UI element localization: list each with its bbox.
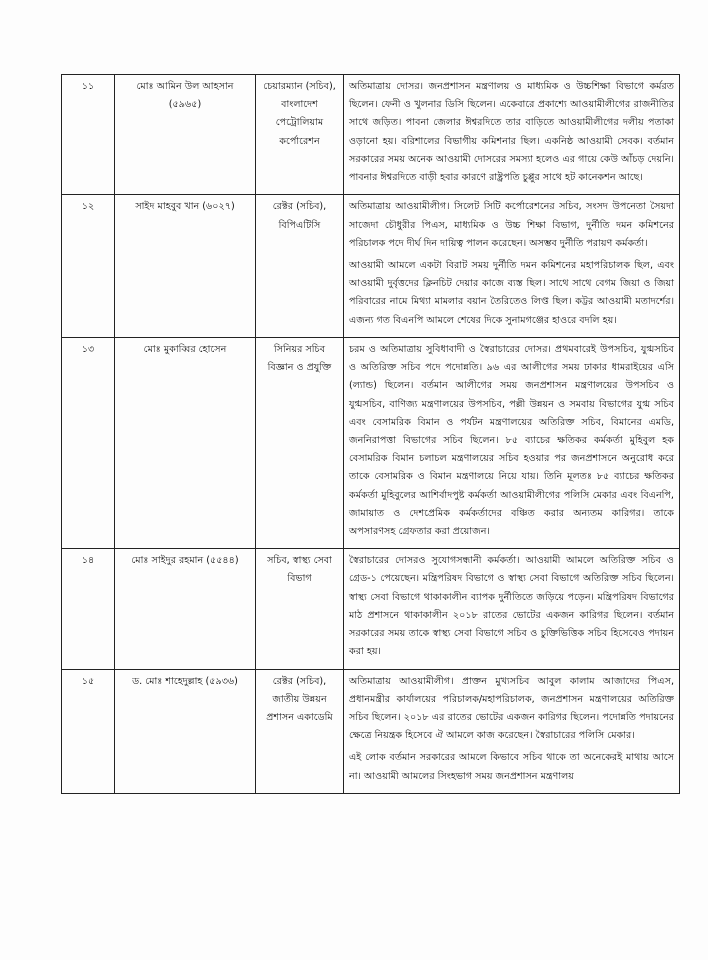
remarks-paragraph: এই লোক বর্তমান সরকারের আমলে কিভাবে সচিব থাকে তা অনেকেরই মাথায় আসে না। আওয়ামী আমলের সিংহভাগ সময় জনপ্রশাসন মন্ত্রণালয়	[349, 752, 674, 782]
official-name: ড. মোঃ শাহেদুল্লাহ (৫৯৩৬)	[115, 669, 256, 793]
serial-number: ১৫	[62, 669, 115, 793]
remarks-cell	[344, 669, 680, 793]
table-row	[62, 669, 680, 793]
remarks-paragraph: অতিমাত্রায় দোসর। জনপ্রশাসন মন্ত্রণালয় ও মাধ্যমিক ও উচ্চশিক্ষা বিভাগে কর্মরত ছিলেন। ফেনী ও খুলনার ডিসি ছিলেন। একেবারে প্রকাশ্যে আওয়ামীলীগের রাজনীতির সাথে জড়িত। পাবনা জেলার ঈশ্বরদিতে তার বাড়িতে আওয়ামীলীগের দলীয় পতাকা ওড়ানো হয়। বরিশালের বিভাগীয় কমিশনার ছিল। একনিষ্ঠ আওয়ামী সেবক। বর্তমান সরকারের সময় অনেক আওয়ামী দোসরের সমস্যা হলেও এর গায়ে কেউ আঁচড় দেয়নি। পাবনার ঈশ্বরদিতে বাড়ী হবার কারণে রাষ্ট্রপতি চুপ্পুর সাথে হট কানেকশন আছে।	[349, 81, 674, 184]
remarks-cell	[344, 75, 680, 195]
official-post: রেক্টর (সচিব), জাতীয় উন্নয়ন প্রশাসন একাডেমি	[256, 669, 344, 793]
remarks-cell	[344, 549, 680, 669]
official-name: মোঃ সাইদুর রহমান (৫৫৪৪)	[115, 549, 256, 669]
official-name: মোঃ মুকাব্বির হোসেন	[115, 337, 256, 548]
remarks-paragraph: আওয়ামী আমলে একটা বিরাট সময় দুর্নীতি দমন কমিশনের মহাপরিচালক ছিল, এবং আওয়ামী দুর্বৃত্তদের ক্লিনচিট দেয়ার কাজে ব্যস্ত ছিল। সাথে সাথে বেগম জিয়া ও জিয়া পরিবারের নামে মিথ্যা মামলার বয়ান তৈরিতেও লিপ্ত ছিল। কট্টর আওয়ামী মতাদর্শের। এজন্য গত বিএনপি আমলে শেষের দিকে সুনামগঞ্জের হাওরে বদলি হয়।	[349, 259, 674, 326]
serial-number: ১২	[62, 195, 115, 338]
remarks-cell	[344, 195, 680, 338]
serial-number: ১১	[62, 75, 115, 195]
table-row	[62, 549, 680, 669]
remarks-paragraph: অতিমাত্রায় আওয়ামীলীগ। প্রাক্তন মুখ্যসচিব আবুল কালাম আজাদের পিএস, প্রধানমন্ত্রীর কার্যালয়ের পরিচালক/মহাপরিচালক, জনপ্রশাসন মন্ত্রণালয়ের অতিরিক্ত সচিব ছিলেন। ২০১৮ এর রাতের ভোটের একজন কারিগর ছিলেন। পদোন্নতি পদায়নের ক্ষেত্রে নিয়ন্ত্রক হিসেবে ঐ আমলে কাজ করেছেন। স্বৈরাচারের পলিসি মেকার।	[349, 675, 674, 742]
serial-number: ১৩	[62, 337, 115, 548]
table-row	[62, 195, 680, 338]
official-name: মোঃ আমিন উল আহসান (৫৯৬৫)	[115, 75, 256, 195]
official-post: সিনিয়র সচিব বিজ্ঞান ও প্রযুক্তি	[256, 337, 344, 548]
remarks-paragraph: চরম ও অতিমাত্রায় সুবিধাবাদী ও স্বৈরাচারের দোসর। প্রথমবারেই উপসচিব, যুগ্মসচিব ও অতিরিক্ত সচিব পদে পদোন্নতি। ৯৬ এর আলীগের সময় ঢাকার ধামরাইয়ের এসি (ল্যান্ড) ছিলেন। বর্তমান আলীগের সময় জনপ্রশাসন মন্ত্রণালয়ের উপসচিব ও যুগ্মসচিব, বাণিজ্য মন্ত্রণালয়ের উপসচিব, পল্লী উন্নয়ন ও সমবায় বিভাগের যুগ্ম সচিব এবং বেসামরিক বিমান ও পর্যটন মন্ত্রণালয়ের অতিরিক্ত সচিব, বিমানের এমডি, জননিরাপত্তা বিভাগের সচিব ছিলেন। ৮৫ ব্যাচের ক্ষতিকর কর্মকর্তা মুহিবুল হক বেসামরিক বিমান চলাচল মন্ত্রণালয়ের সচিব হওয়ার পর জনপ্রশাসনে অনুরোধ করে তাকে বেসামরিক ও বিমান মন্ত্রণালয়ে নিয়ে যায়। তিনি মূলতঃ ৮৫ ব্যাচের ক্ষতিকর কর্মকর্তা মুহিবুলের আশির্বাদপুষ্ট কর্মকর্তা আওয়ামীলীগের পলিসি মেকার এবং বিএনপি, জামায়াত ও দেশপ্রেমিক কর্মকর্তাদের বঞ্চিত করার অন্যতম কারিগর। তাকে অপসারণসহ গ্রেফতার করা প্রয়োজন।	[349, 343, 674, 538]
table-row	[62, 337, 680, 548]
serial-number: ১৪	[62, 549, 115, 669]
official-name: সাইদ মাহবুব খান (৬০২৭)	[115, 195, 256, 338]
officials-table	[61, 74, 680, 794]
official-post: চেয়ারম্যান (সচিব), বাংলাদেশ পেট্রোলিয়াম কর্পোরেশন	[256, 75, 344, 195]
remarks-paragraph: স্বৈরাচারের দোসরও সুযোগসন্ধানী কর্মকর্তা। আওয়ামী আমলে অতিরিক্ত সচিব ও গ্রেড-১ পেয়েছেন। মন্ত্রিপরিষদ বিভাগে ও স্বাস্থ্য সেবা বিভাগে অতিরিক্ত সচিব ছিলেন। স্বাস্থ্য সেবা বিভাগে থাকাকালীন ব্যাপক দুর্নীতিতে জড়িয়ে পড়েন। মন্ত্রিপরিষদ বিভাগের মাঠ প্রশাসনে থাকাকালীন ২০১৮ রাতের ভোটের একজন কারিগর ছিলেন। বর্তমান সরকারের সময় তাকে স্বাস্থ্য সেবা বিভাগে সচিব ও চুক্তিভিত্তিক সচিব হিসেবেও পদায়ন করা হয়।	[349, 555, 674, 658]
remarks-paragraph: অতিমাত্রায় আওয়ামীলীগ। সিলেট সিটি কর্পোরেশনের সচিব, সংসদ উপনেতা সৈয়দা সাজেদা চৌধুরীর পিএস, মাধ্যমিক ও উচ্চ শিক্ষা বিভাগ, দুর্নীতি দমন কমিশনের পরিচালক পদে দীর্ঘ দিন দায়িত্ব পালন করেছেন। অসম্ভব দুর্নীতি পরায়ণ কর্মকর্তা।	[349, 201, 674, 249]
table-row	[62, 75, 680, 195]
remarks-cell	[344, 337, 680, 548]
official-post: সচিব, স্বাস্থ্য সেবা বিভাগ	[256, 549, 344, 669]
official-post: রেক্টর (সচিব), বিপিএটিসি	[256, 195, 344, 338]
